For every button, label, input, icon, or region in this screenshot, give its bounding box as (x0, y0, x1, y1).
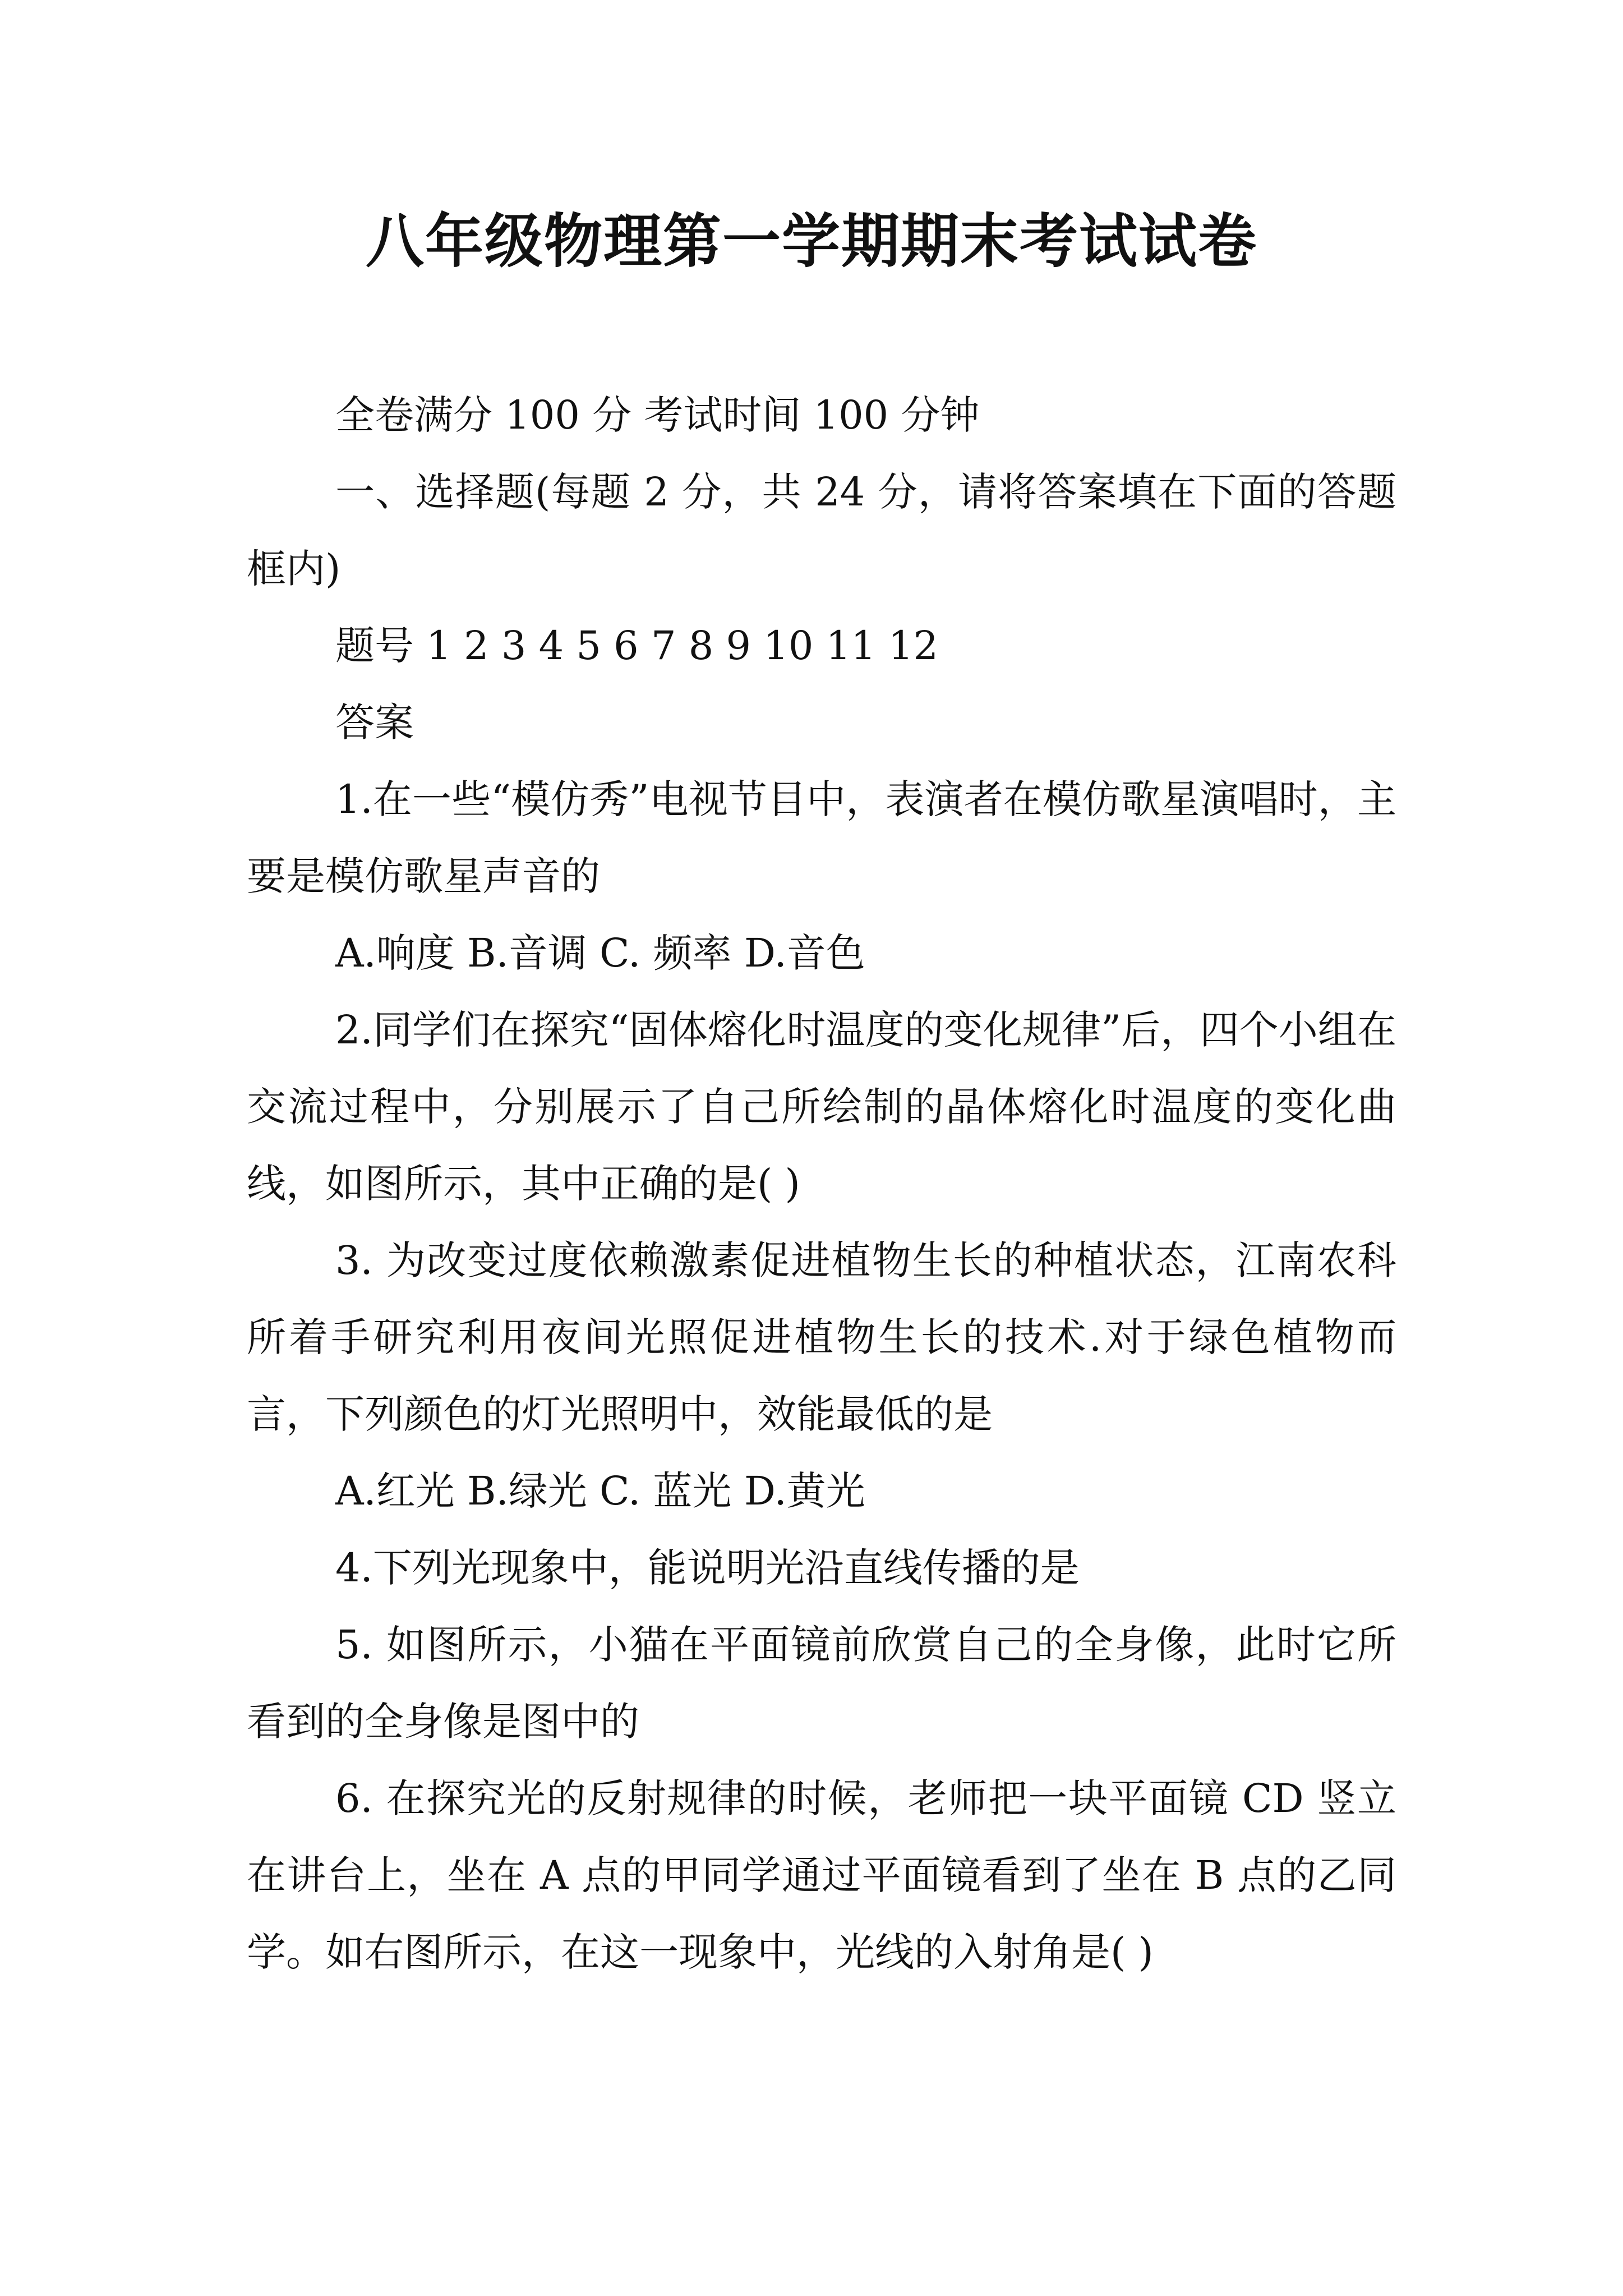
answer-grid-question-numbers: 题号 1 2 3 4 5 6 7 8 9 10 11 12 (335, 623, 939, 669)
question-4: 4.下列光现象中，能说明光沿直线传播的是 (335, 1545, 1080, 1591)
exam-info-line: 全卷满分 100 分 考试时间 100 分钟 (335, 392, 980, 438)
question-2: 2.同学们在探究“固体熔化时温度的变化规律”后，四个小组在交流过程中，分别展示了自己所绘制的晶体熔化时温度的变化曲线，如图所示，其中正确的是( ) (247, 1007, 1396, 1207)
question-1-options: A.响度 B.音调 C. 频率 D.音色 (335, 930, 865, 976)
question-3: 3. 为改变过度依赖激素促进植物生长的种植状态，江南农科所着手研究利用夜间光照促进植物生长的技术.对于绿色植物而言，下列颜色的灯光照明中，效能最低的是 (247, 1237, 1396, 1437)
question-3-options: A.红光 B.绿光 C. 蓝光 D.黄光 (335, 1468, 865, 1514)
question-1: 1.在一些“模仿秀”电视节目中，表演者在模仿歌星演唱时，主要是模仿歌星声音的 (247, 776, 1396, 899)
question-6: 6. 在探究光的反射规律的时候，老师把一块平面镜 CD 竖立在讲台上，坐在 A 点的甲同学通过平面镜看到了坐在 B 点的乙同学。如右图所示，在这一现象中，光线的入射角是( ) (247, 1775, 1396, 1975)
answer-grid-answer-row: 答案 (335, 700, 414, 746)
exam-body (247, 377, 1396, 1991)
question-5: 5. 如图所示，小猫在平面镜前欣赏自己的全身像，此时它所看到的全身像是图中的 (247, 1622, 1396, 1745)
section-heading-choice: 一、选择题(每题 2 分，共 24 分，请将答案填在下面的答题框内) (247, 469, 1396, 592)
page-title: 八年级物理第一学期期末考试试卷 (365, 206, 1257, 275)
